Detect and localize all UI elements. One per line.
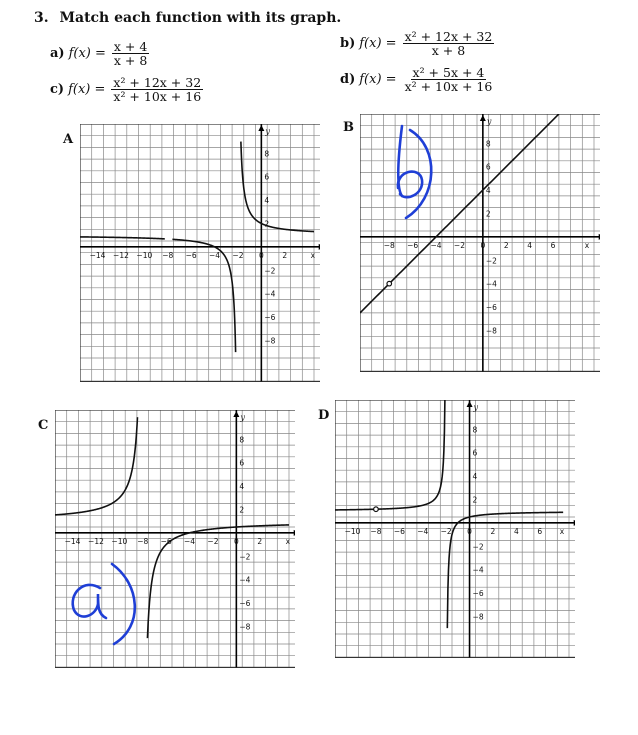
y-tick-label: 6 [472, 448, 478, 458]
x-tick-label: −8 [162, 250, 174, 260]
x-tick-label: 0 [258, 250, 264, 260]
x-tick-label: −4 [430, 240, 442, 250]
function-c-denominator: x² + 10x + 16 [113, 89, 202, 105]
y-axis-arrow [467, 401, 473, 407]
y-tick-label: −8 [239, 622, 251, 632]
function-b-numerator: x² + 12x + 32 [404, 29, 493, 44]
y-tick-label: 6 [485, 162, 491, 172]
y-tick-label: 8 [264, 149, 270, 159]
graph-a-letter: A [63, 132, 74, 147]
y-tick-label: 2 [264, 219, 270, 229]
x-tick-label: −2 [440, 526, 452, 536]
x-tick-label: −4 [417, 526, 429, 536]
x-tick-label: −4 [209, 250, 221, 260]
x-tick-label: 2 [257, 536, 263, 546]
y-tick-label: 8 [485, 139, 491, 149]
function-d-denominator: x² + 10x + 16 [404, 79, 493, 95]
y-tick-label: −8 [472, 612, 484, 622]
x-tick-label: −8 [370, 526, 382, 536]
x-tick-label: 0 [233, 536, 239, 546]
handwritten-a-annotation [62, 560, 152, 650]
y-axis-label: y [473, 403, 479, 412]
function-d-fraction [403, 66, 495, 93]
x-axis-arrow [294, 530, 295, 536]
y-tick-label: −2 [485, 256, 497, 266]
function-a [50, 40, 149, 67]
x-tick-label: x [584, 240, 590, 250]
y-tick-label: −6 [485, 303, 497, 313]
handwritten-b-text: b) [380, 118, 382, 119]
hole-marker [374, 507, 379, 512]
y-tick-label: 2 [239, 505, 245, 515]
graph-c-letter: C [38, 418, 49, 433]
x-tick-label: x [559, 526, 565, 536]
x-tick-label: 0 [480, 240, 486, 250]
function-a-denominator: x + 8 [113, 53, 148, 69]
y-tick-label: −6 [472, 589, 484, 599]
x-tick-label: 2 [490, 526, 496, 536]
function-b-label: b) [340, 36, 356, 52]
x-axis-arrow [319, 244, 320, 250]
x-tick-label: 6 [550, 240, 556, 250]
function-d-lhs: f(x) = [359, 72, 397, 88]
y-tick-label: −4 [485, 279, 497, 289]
y-tick-label: −2 [239, 552, 251, 562]
function-c-lhs: f(x) = [68, 82, 106, 98]
function-a-numerator: x + 4 [113, 39, 148, 54]
function-a-lhs: f(x) = [68, 46, 106, 62]
y-axis-arrow [480, 115, 486, 121]
y-tick-label: 2 [485, 209, 491, 219]
y-tick-label: 4 [485, 186, 491, 196]
x-tick-label: −10 [111, 536, 128, 546]
x-tick-label: −10 [136, 250, 153, 260]
function-d-label: d) [340, 72, 356, 88]
y-tick-label: −8 [485, 326, 497, 336]
x-tick-label: −10 [344, 526, 361, 536]
x-tick-label: −12 [113, 250, 129, 260]
y-tick-label: 4 [239, 482, 245, 492]
handwritten-a-text: a) [62, 560, 63, 561]
y-tick-label: −2 [264, 266, 276, 276]
y-tick-label: −6 [264, 313, 276, 323]
function-c [50, 76, 203, 103]
function-a-label: a) [50, 46, 65, 62]
x-tick-label: 4 [527, 240, 533, 250]
y-tick-label: −4 [472, 565, 484, 575]
y-tick-label: −4 [239, 575, 251, 585]
graph-d-letter: D [318, 408, 330, 423]
function-a-fraction [112, 40, 149, 67]
x-tick-label: x [285, 536, 291, 546]
x-axis-arrow [574, 520, 575, 526]
x-tick-label: −8 [137, 536, 149, 546]
function-b-denominator: x + 8 [431, 43, 466, 59]
x-tick-label: −6 [160, 536, 172, 546]
function-c-fraction [111, 76, 203, 103]
x-tick-label: −2 [453, 240, 465, 250]
curve-a-left [80, 237, 165, 239]
function-d-numerator: x² + 5x + 4 [412, 65, 485, 80]
x-tick-label: −2 [207, 536, 219, 546]
x-tick-label: −6 [185, 250, 197, 260]
y-tick-label: −4 [264, 289, 276, 299]
curve-a-middle [172, 239, 235, 352]
function-c-numerator: x² + 12x + 32 [113, 75, 202, 90]
y-axis-arrow [258, 125, 264, 131]
function-d [340, 66, 494, 93]
graph-d [335, 400, 575, 662]
function-b [340, 30, 494, 57]
y-axis-arrow [233, 411, 239, 417]
y-axis-label: y [240, 413, 245, 422]
y-axis-label: y [486, 117, 492, 126]
x-tick-label: −6 [407, 240, 419, 250]
y-axis-label: y [265, 127, 270, 136]
x-axis-arrow [599, 234, 600, 240]
y-tick-label: 4 [472, 472, 478, 482]
y-tick-label: −2 [472, 542, 484, 552]
curve-a-right [241, 142, 314, 232]
x-tick-label: 2 [282, 250, 288, 260]
y-tick-label: 6 [264, 172, 270, 182]
x-tick-label: 2 [503, 240, 509, 250]
y-tick-label: 4 [264, 196, 270, 206]
x-tick-label: −6 [393, 526, 405, 536]
y-tick-label: 8 [472, 425, 478, 435]
x-tick-label: 4 [513, 526, 519, 536]
hole-marker [387, 281, 392, 286]
x-tick-label: −2 [232, 250, 244, 260]
y-tick-label: −6 [239, 599, 251, 609]
x-tick-label: 0 [467, 526, 472, 536]
question-prompt: Match each function with its graph. [59, 10, 342, 26]
x-tick-label: −8 [383, 240, 395, 250]
x-tick-label: −14 [89, 250, 106, 260]
x-tick-label: −14 [64, 536, 81, 546]
graph-b-letter: B [343, 120, 354, 135]
y-tick-label: 6 [239, 458, 245, 468]
question-title [34, 10, 341, 26]
x-tick-label: x [310, 250, 316, 260]
function-b-lhs: f(x) = [359, 36, 397, 52]
x-tick-label: 6 [537, 526, 543, 536]
function-c-label: c) [50, 82, 65, 98]
y-tick-label: 8 [239, 435, 245, 445]
handwritten-b-annotation [380, 118, 460, 228]
x-tick-label: −12 [88, 536, 104, 546]
graph-a [80, 124, 320, 386]
question-number: 3. [34, 10, 49, 26]
x-tick-label: −4 [184, 536, 196, 546]
function-b-fraction [403, 30, 495, 57]
y-tick-label: −8 [264, 336, 276, 346]
y-tick-label: 2 [472, 495, 478, 505]
